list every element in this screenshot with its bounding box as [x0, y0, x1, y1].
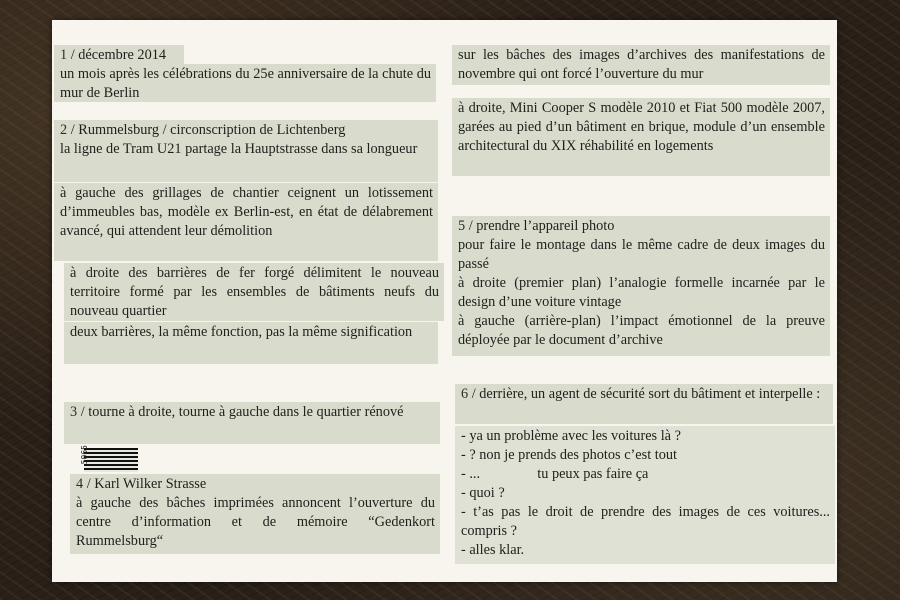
section-1-right-cars: [452, 98, 830, 176]
section-5-number: 5: [458, 218, 466, 234]
dialog-line-4: - quoi ?: [461, 485, 505, 501]
section-2-number: 2: [60, 122, 68, 138]
dialog-line-3: - ... tu peux pas faire ça: [461, 466, 649, 482]
section-2-heading: 2 / Rummelsburg / circonscription de Lichtenberg la ligne de Tram U21 partage la Hauptstrasse dans sa longueur: [54, 120, 438, 182]
section-4-text: à gauche des bâches imprimées annoncent l’ouverture du centre d’information et de mémoire “Gedenkort Rummelsburg“: [76, 495, 435, 549]
dialog-line-6: - alles klar.: [461, 542, 525, 558]
section-4-number: 4: [76, 476, 84, 492]
section-1-cont-content: sur les bâches des images d’archives des manifestations de novembre qui ont forcé l’ouverture du mur: [458, 47, 825, 82]
section-5-line-2: à droite (premier plan) l’analogie formelle incarnée par le design d’une voiture vintage: [458, 275, 825, 310]
section-2-end-content: deux barrières, la même fonction, pas la même signification: [70, 324, 413, 340]
section-3-number: 3: [70, 404, 78, 420]
section-2-left: [54, 183, 438, 261]
dialog-line-5: - t’as pas le droit de prendre des images de ces voitures... compris ?: [461, 504, 830, 539]
section-2-line: la ligne de Tram U21 partage la Hauptstrasse dans sa longueur: [60, 141, 418, 157]
barcode-sticker: [84, 448, 138, 472]
dialog-line-2: - ? non je prends des photos c’est tout: [461, 447, 677, 463]
section-1-text: [54, 64, 436, 102]
section-2-right-content: à droite des barrières de fer forgé délimitent le nouveau territoire formé par les ensembles de bâtiments neufs du nouveau quartier: [70, 265, 439, 319]
section-1-continuation: [452, 45, 830, 85]
section-5-title: prendre l’appareil photo: [476, 218, 615, 234]
section-1-number: 1: [60, 47, 68, 63]
section-2-left-content: à gauche des grillages de chantier ceignent un lotissement d’immeubles bas, modèle ex Berlin-est, en état de délabrement avancé, qui attendent leur démolition: [60, 185, 433, 239]
section-1-title: décembre 2014: [78, 47, 167, 63]
section-2-right: [64, 263, 444, 321]
section-1-right-content: à droite, Mini Cooper S modèle 2010 et Fiat 500 modèle 2007, garées au pied d’un bâtiment en brique, module d’un ensemble architectural du XIX réhabilité en logements: [458, 100, 825, 154]
section-5-line-1: pour faire le montage dans le même cadre de deux images du passé: [458, 237, 825, 272]
section-2-end: [64, 322, 438, 364]
section-3: 3 / tourne à droite, tourne à gauche dans le quartier rénové: [64, 402, 440, 444]
section-4: 4 / Karl Wilker Strasse à gauche des bâches imprimées annoncent l’ouverture du centre d’information et de mémoire “Gedenkort Rummelsburg“: [70, 474, 440, 554]
section-2-subtitle: circonscription de Lichtenberg: [170, 122, 346, 138]
section-2-title: Rummelsburg: [78, 122, 160, 138]
section-6-dialog: [455, 426, 835, 564]
section-6-title: derrière, un agent de sécurité sort du bâtiment et interpelle :: [479, 386, 821, 402]
dialog-line-1: - ya un problème avec les voitures là ?: [461, 428, 681, 444]
section-5: 5 / prendre l’appareil photo pour faire le montage dans le même cadre de deux images du passé à droite (premier plan) l’analogie formelle incarnée par le design d’une voiture vintage à gauche (arrière-plan) l’impact émotionnel de la preuve déployée par le document d’archive: [452, 216, 830, 356]
section-1-heading: 1 / décembre 2014: [54, 45, 184, 67]
section-4-title: Karl Wilker Strasse: [94, 476, 207, 492]
barcode-number: 5065: [80, 445, 89, 465]
section-5-line-3: à gauche (arrière-plan) l’impact émotionnel de la preuve déployée par le document d’archive: [458, 313, 825, 348]
section-3-text: tourne à droite, tourne à gauche dans le quartier rénové: [88, 404, 404, 420]
section-1-text-content: un mois après les célébrations du 25e anniversaire de la chute du mur de Berlin: [60, 66, 431, 101]
section-6-number: 6: [461, 386, 469, 402]
section-6-heading: 6 / derrière, un agent de sécurité sort du bâtiment et interpelle :: [455, 384, 833, 424]
